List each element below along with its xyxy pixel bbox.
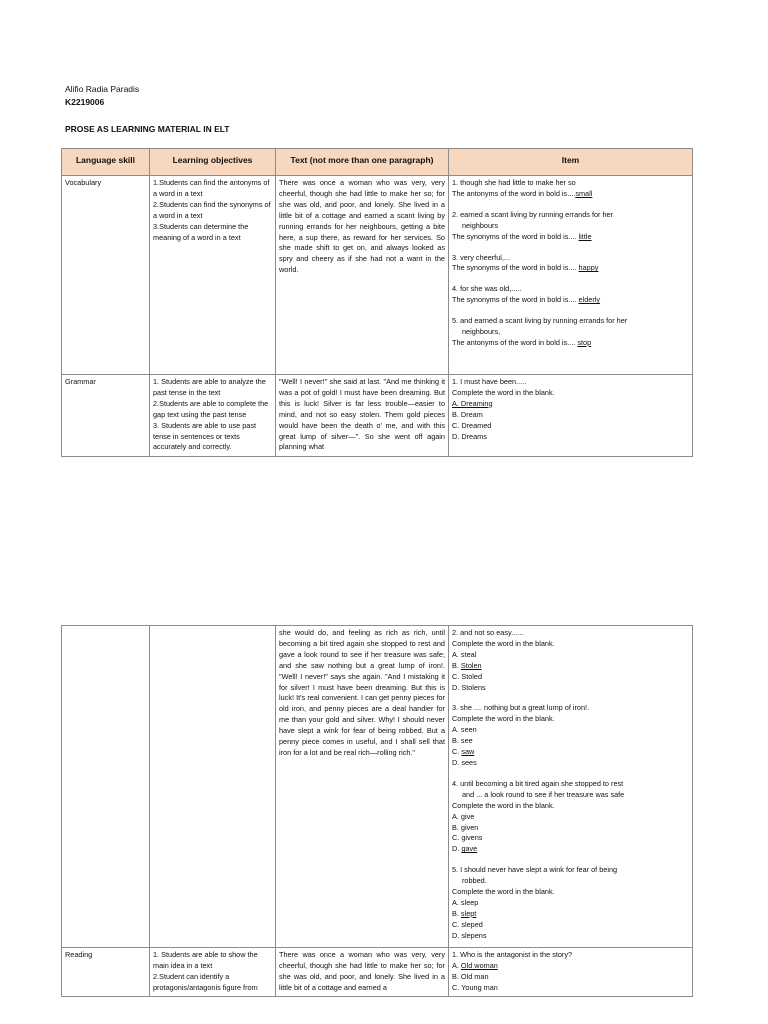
text-cell: "Well! I never!" she said at last. "And me thinking it was a pot of gold! I must have been dreaming. But this is luck! Silver is far less trouble—easier to mind, and not so easy stolen. Them gold pieces would have been the death o' me, and with this great lump of silver—". So she went off again planning what [276,375,449,457]
option: C. Stoled [452,671,483,681]
item-prompt [452,189,689,200]
prompt-text: The synonyms of the word in bold is.... [452,263,577,273]
item-question-cont: robbed. [462,876,487,886]
option: C. Young man [452,982,498,992]
item-question: 3. she .... nothing but a great lump of iron!. [452,703,590,713]
item-question: 4. until becoming a bit tired again she stopped to rest [452,778,624,788]
option: B. Old man [452,971,489,981]
item-question-cont: and ... a look round to see if her treasure was safe [462,789,625,799]
answer: Old woman [460,960,498,970]
option: D. Dreams [452,431,487,441]
option: A. steal [452,649,477,659]
item-prompt: Complete the word in the blank. [452,887,555,897]
prompt-text: The antonyms of the word in bold is.... [452,188,576,198]
item-prompt: Complete the word in the blank. [452,387,555,397]
answer: slept [460,908,477,918]
objectives-cell [150,626,276,948]
option: C. givens [452,833,483,843]
option: A. give [452,811,475,821]
item-question: 4. for she was old,..... [452,284,522,294]
item-question-cont: neighbours, [462,327,501,337]
item-prompt [452,338,689,349]
text-cell: There was once a woman who was very, very cheerful, though she had little to make her so; for she was old, and poor, and lonely. She lived in a little bit of a cottage and earned a [276,948,449,997]
answer: stop [577,337,592,347]
objective: 2.Students can find the synonyms of a word in a text [153,199,271,220]
text-cell: There was once a woman who was very, very cheerful, though she had little to make her so; for she was old, and poor, and lonely. She lived in a little bit of a cottage and earned a scant living by running errands for her neighbours, getting a bite here, a sup there, as reward for her services. So she made shift to get on, and always looked as spry and cheery as if she had not a want in the world. [276,176,449,375]
item-prompt [452,295,689,306]
item-prompt: Complete the word in the blank. [452,714,555,724]
objective: 3.Students can determine the meaning of a word in a text [153,221,249,242]
text-cell: she would do, and feeling as rich as rich, until becoming a bit tired again she stopped to rest and gave a look round to see if her treasure was safe; and she saw nothing but a great lump of iron!. "Well! I never!" says she again. "And I mistaking it for silver! I must have been dreaming. But this is luck! It's real convenient. I can get penny pieces for old iron, and penny pieces are a deal handier for me than your gold and silver. Why! I should never have slept a wink for fear of being robbed. But a penny piece comes in useful, and I shall sell that iron for a lot and be real rich—rolling rich." [276,626,449,948]
item-cell [449,375,693,457]
table-row-reading [62,948,693,997]
option: A. sleep [452,897,479,907]
answer: Stolen [460,660,482,670]
option: A. seen [452,725,477,735]
item-question: 2. earned a scant living by running errands for her [452,209,614,219]
item-prompt: Complete the word in the blank. [452,800,555,810]
author-name: Alifio Radia Paradis [65,84,140,94]
objectives-cell [150,176,276,375]
item-question: 1. Who is the antagonist in the story? [452,950,573,959]
prompt-text: The synonyms of the word in bold is.... [452,231,577,241]
prompt-text: The synonyms of the word in bold is.... [452,295,577,305]
item-cell [449,948,693,997]
option [452,399,689,410]
objectives-cell [150,948,276,997]
option: C. saw [452,747,475,757]
col-header-learning-objectives: Learning objectives [150,149,276,176]
skill-cell: Reading [62,948,150,997]
document-title: PROSE AS LEARNING MATERIAL IN ELT [65,124,230,134]
objective: 1. Students are able to analyze the past tense in the text [153,377,266,397]
col-header-language-skill: Language skill [62,149,150,176]
option: C. sleped [452,919,483,929]
answer: A. Dreaming [452,398,493,408]
item-question: 3. very cheerful,... [452,252,510,262]
objectives-cell [150,375,276,457]
item-prompt [452,232,689,243]
answer: elderly [578,295,601,305]
option: B. see [452,736,473,746]
objective: 2.Student can identify a protagonis/antagonis figure from [153,971,258,992]
option: B. Stolen [452,660,482,670]
answer: little [578,231,592,241]
table-row-grammar [62,375,693,457]
item-question: 1. though she had little to make her so [452,178,576,187]
item-cell [449,176,693,375]
option: D. Stolens [452,682,486,692]
prompt-text: The antonyms of the word in bold is.... [452,337,576,347]
option: B. Dream [452,409,483,419]
lesson-table-1 [61,148,693,457]
item-prompt: Complete the word in the blank. [452,638,555,648]
item-question: 5. I should never have slept a wink for fear of being [452,865,618,875]
lesson-table-2 [61,625,693,997]
item-cell [449,626,693,948]
objective: 1.Students can find the antonyms of a word in a text [153,178,270,198]
table-header-row [62,149,693,176]
skill-cell [62,626,150,948]
skill-cell: Vocabulary [62,176,150,375]
student-id: K2219006 [65,97,105,107]
answer: saw [461,747,475,757]
table-row-vocabulary [62,176,693,375]
skill-cell: Grammar [62,375,150,457]
option: D. slepens [452,930,487,940]
table-row-continuation [62,626,693,948]
option: B. given [452,822,479,832]
answer: gave [461,844,478,854]
item-question: 2. and not so easy...... [452,628,524,637]
option: D. gave [452,844,478,854]
item-question: 1. I must have been..... [452,377,527,386]
objective: 1. Students are able to show the main idea in a text [153,950,258,970]
answer: small [575,188,593,198]
col-header-item: Item [449,149,693,176]
option: A. Old woman [452,960,498,970]
col-header-text: Text (not more than one paragraph) [276,149,449,176]
objective: 2.Students are able to complete the gap text using the past tense [153,398,269,419]
objective: 3. Students are able to use past tense in sentences or texts accurately and correctly. [153,420,257,452]
option: C. Dreamed [452,420,492,430]
item-question: 5. and earned a scant living by running errands for her [452,316,628,326]
option: B. slept [452,908,477,918]
item-question-cont: neighbours [462,220,499,230]
answer: happy [578,263,599,273]
item-prompt [452,263,689,274]
option: D. sees [452,757,477,767]
